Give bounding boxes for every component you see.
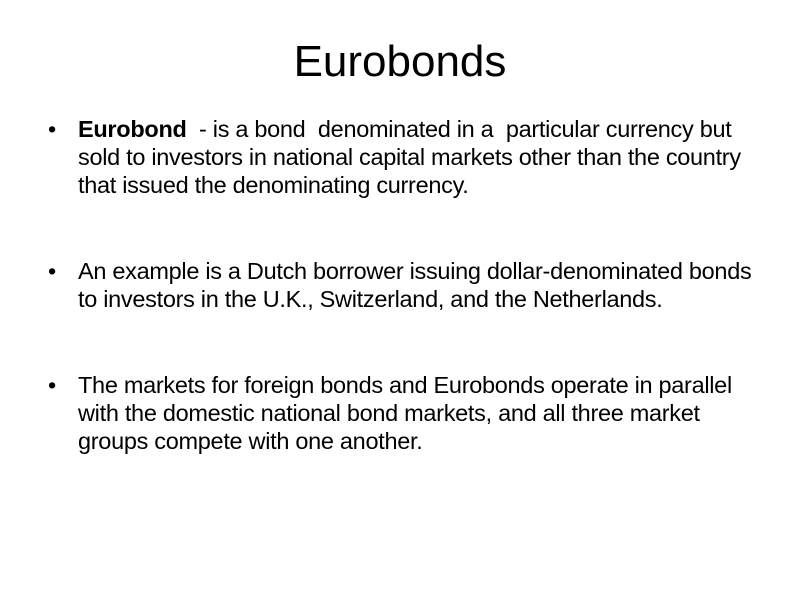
bullet-item [48, 257, 758, 313]
slide-title: Eurobonds [293, 37, 507, 86]
bullet-dot-icon: • [48, 258, 56, 284]
bullet-term: Eurobond [78, 116, 187, 142]
bullet-text: - is a bond denominated in a particular currency but sold to investors in national capital markets other than the country that issued the denominating currency. [78, 116, 748, 198]
bullet-dot-icon: • [48, 372, 56, 398]
bullet-dot-icon: • [48, 116, 56, 142]
bullet-item [48, 115, 758, 199]
bullet-list [48, 115, 758, 513]
bullet-item [48, 371, 758, 455]
bullet-text: The markets for foreign bonds and Eurobonds operate in parallel with the domestic national bond markets, and all three market groups compete with one another. [78, 372, 732, 454]
bullet-text: An example is a Dutch borrower issuing dollar-denominated bonds to investors in the U.K., Switzerland, and the Netherlands. [78, 258, 752, 312]
